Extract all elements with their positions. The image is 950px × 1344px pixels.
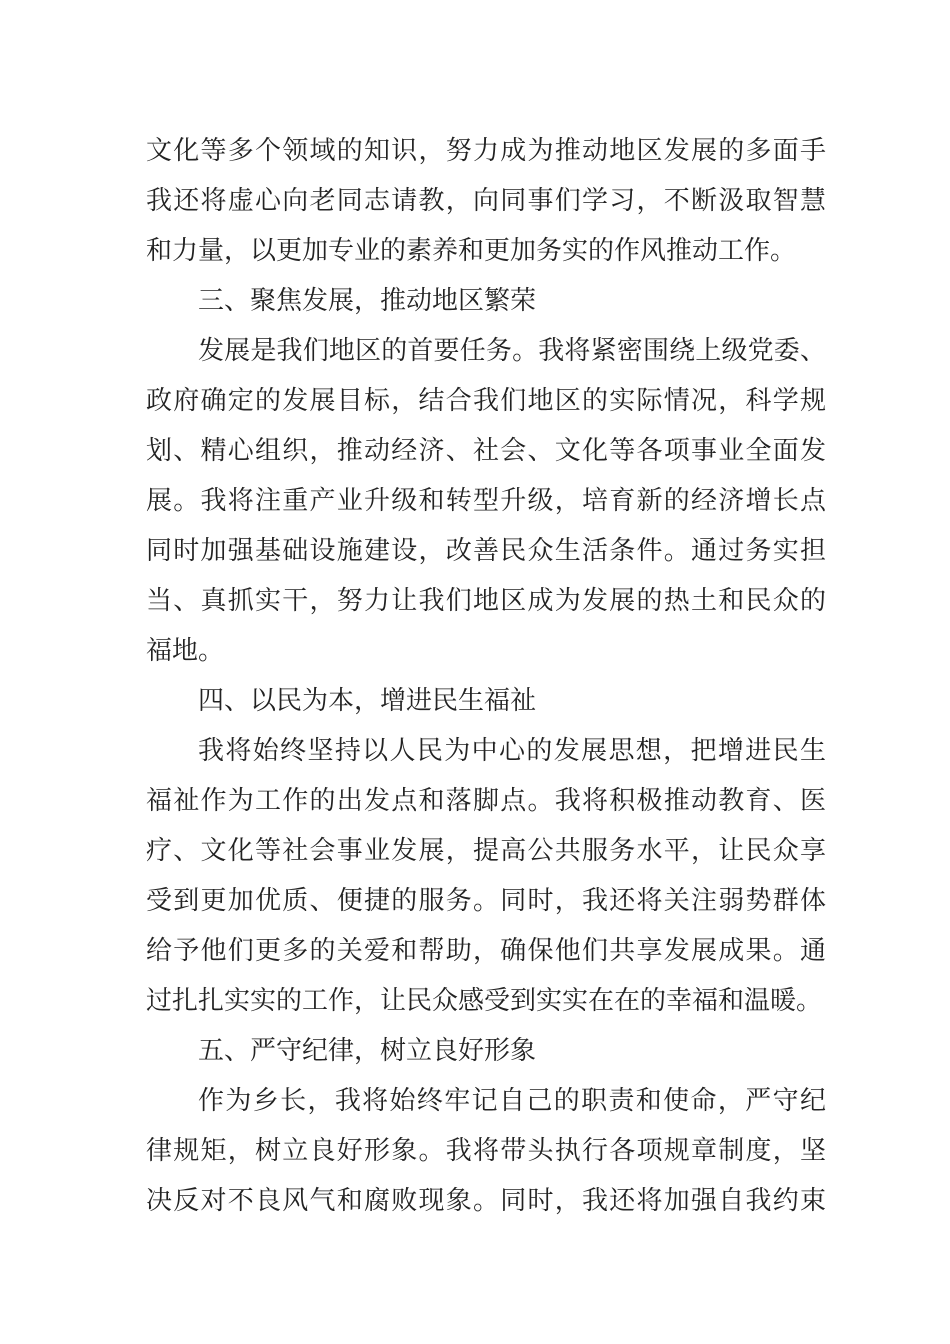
body-text-line: 疗、文化等社会事业发展，提高公共服务水平，让民众享 xyxy=(146,836,826,866)
body-text-line: 过扎扎实实的工作，让民众感受到实实在在的幸福和温暖。 xyxy=(146,986,823,1016)
body-text-line: 作为乡长，我将始终牢记自己的职责和使命，严守纪 xyxy=(198,1086,826,1116)
body-text-line: 决反对不良风气和腐败现象。同时，我还将加强自我约束 xyxy=(146,1186,826,1216)
body-text-line: 划、精心组织，推动经济、社会、文化等各项事业全面发 xyxy=(146,436,826,466)
body-text-line: 我还将虚心向老同志请教，向同事们学习，不断汲取智慧 xyxy=(146,186,826,216)
body-text-line: 律规矩，树立良好形象。我将带头执行各项规章制度，坚 xyxy=(146,1136,826,1166)
body-text-line: 政府确定的发展目标，结合我们地区的实际情况，科学规 xyxy=(146,386,826,416)
body-text-line: 文化等多个领域的知识，努力成为推动地区发展的多面手 xyxy=(146,136,826,166)
body-text-line: 展。我将注重产业升级和转型升级，培育新的经济增长点 xyxy=(146,486,826,516)
body-text-line: 受到更加优质、便捷的服务。同时，我还将关注弱势群体 xyxy=(146,886,826,916)
body-text-line: 发展是我们地区的首要任务。我将紧密围绕上级党委、 xyxy=(198,336,826,366)
body-text-line: 同时加强基础设施建设，改善民众生活条件。通过务实担 xyxy=(146,536,826,566)
body-text-line: 当、真抓实干，努力让我们地区成为发展的热土和民众的 xyxy=(146,586,826,616)
section-heading: 三、聚焦发展，推动地区繁荣 xyxy=(198,286,537,316)
body-text-line: 我将始终坚持以人民为中心的发展思想，把增进民生 xyxy=(198,736,826,766)
body-text-line: 和力量，以更加专业的素养和更加务实的作风推动工作。 xyxy=(146,236,797,266)
body-text-line: 福祉作为工作的出发点和落脚点。我将积极推动教育、医 xyxy=(146,786,826,816)
section-heading: 四、以民为本，增进民生福祉 xyxy=(198,686,537,716)
body-text-line: 福地。 xyxy=(146,636,225,666)
section-heading: 五、严守纪律，树立良好形象 xyxy=(198,1036,537,1066)
body-text-line: 给予他们更多的关爱和帮助，确保他们共享发展成果。通 xyxy=(146,936,826,966)
